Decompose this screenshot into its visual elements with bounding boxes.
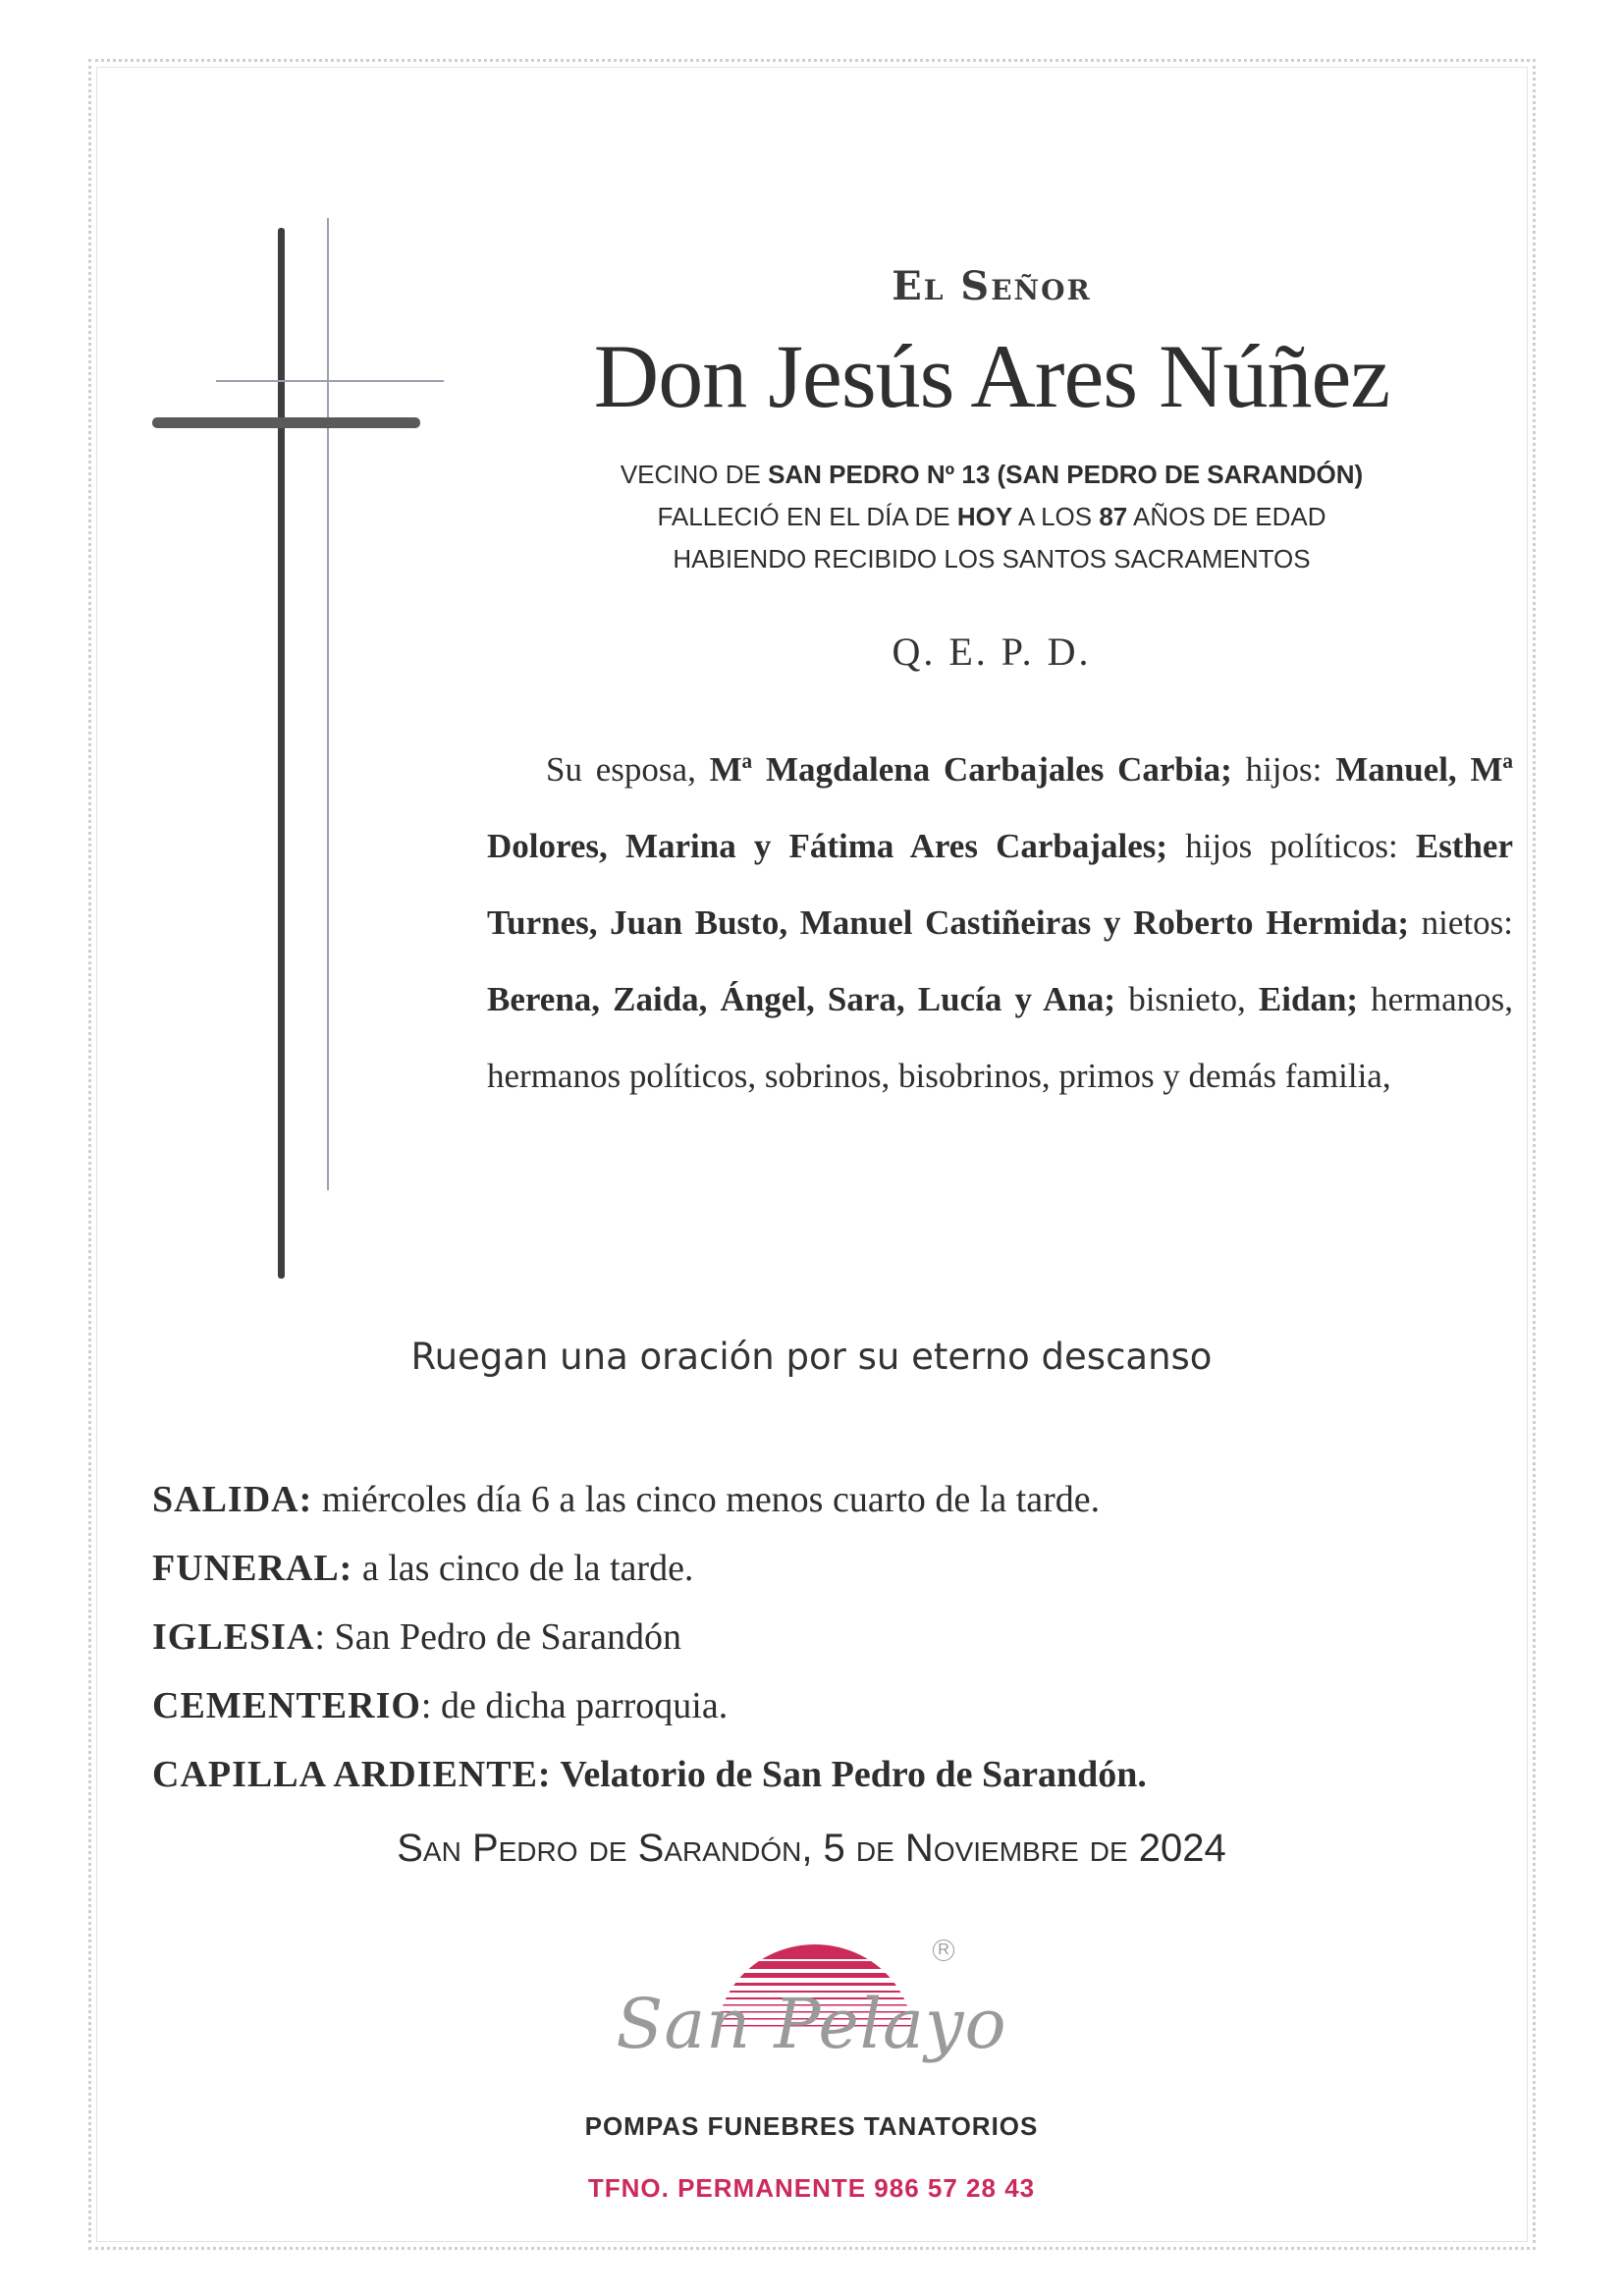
family-paragraph [487,732,1513,1115]
family-name: Berena, Zaida, Ángel, Sara, Lucía y Ana; [487,980,1116,1018]
family-name: Eidan; [1258,980,1359,1018]
prayer-request: Ruegan una oración por su eterno descanso [410,1336,1213,1378]
residence-address: SAN PEDRO Nº 13 (SAN PEDRO DE SARANDÓN) [768,460,1364,489]
company-services: POMPAS FUNEBRES TANATORIOS [584,2111,1039,2141]
registered-mark: R [933,1940,954,1961]
cross-vertical-bar [278,228,285,1279]
family-text: hijos políticos: [1167,827,1416,865]
family-name: Manuel, Mª Dolores, Marina y Fátima Ares Carbajales; [487,750,1513,865]
family-text: hijos: [1231,750,1336,789]
residence-line [511,460,1473,490]
cross-horizontal-line [216,380,444,382]
cross-horizontal-bar [152,417,420,428]
family-text: Su esposa, [546,750,710,789]
family-text: nietos: [1409,903,1513,942]
service-details [152,1465,1429,1809]
detail-label: CEMENTERIO [152,1685,421,1726]
death-text-3: AÑOS DE EDAD [1127,502,1326,531]
detail-funeral [152,1534,1429,1603]
detail-value: miércoles día 6 a las cinco menos cuarto de la tarde. [312,1479,1101,1520]
death-text-2: A LOS [1012,502,1100,531]
qepd: Q. E. P. D. [892,629,1092,674]
detail-value: a las cinco de la tarde. [352,1548,694,1589]
cross-vertical-line [327,218,329,1190]
detail-capilla [152,1740,1429,1809]
sacraments-line: HABIENDO RECIBIDO LOS SANTOS SACRAMENTOS [673,544,1311,574]
deceased-name: Don Jesús Ares Núñez [593,326,1390,426]
age: 87 [1099,502,1128,531]
death-text-1: FALLECIÓ EN EL DÍA DE [657,502,957,531]
place-date: San Pedro de Sarandón, 5 de Noviembre de 2024 [397,1827,1226,1870]
detail-label: CAPILLA ARDIENTE: [152,1754,552,1795]
title-prefix: El Señor [892,263,1092,309]
detail-value: : de dicha parroquia. [420,1685,729,1726]
family-name: Mª Magdalena Carbajales Carbia; [709,750,1232,789]
death-day: HOY [956,502,1013,531]
death-line [511,502,1473,532]
family-name: Esther Turnes, Juan Busto, Manuel Castiñeiras y Roberto Hermida; [487,827,1513,942]
company-phone: TFNO. PERMANENTE 986 57 28 43 [587,2173,1036,2203]
family-text: bisnieto, [1115,980,1259,1018]
detail-value: Velatorio de San Pedro de Sarandón. [551,1754,1147,1795]
residence-prefix: VECINO DE [620,460,769,489]
detail-cementerio [152,1671,1429,1740]
detail-salida [152,1465,1429,1534]
detail-label: SALIDA: [152,1479,313,1520]
detail-iglesia [152,1603,1429,1671]
company-logo-text: San Pelayo [616,1984,1007,2064]
detail-value: : San Pedro de Sarandón [314,1616,682,1658]
family-text: hermanos, hermanos políticos, sobrinos, bisobrinos, primos y demás familia, [487,980,1514,1095]
detail-label: IGLESIA [152,1616,315,1658]
detail-label: FUNERAL: [152,1548,353,1589]
